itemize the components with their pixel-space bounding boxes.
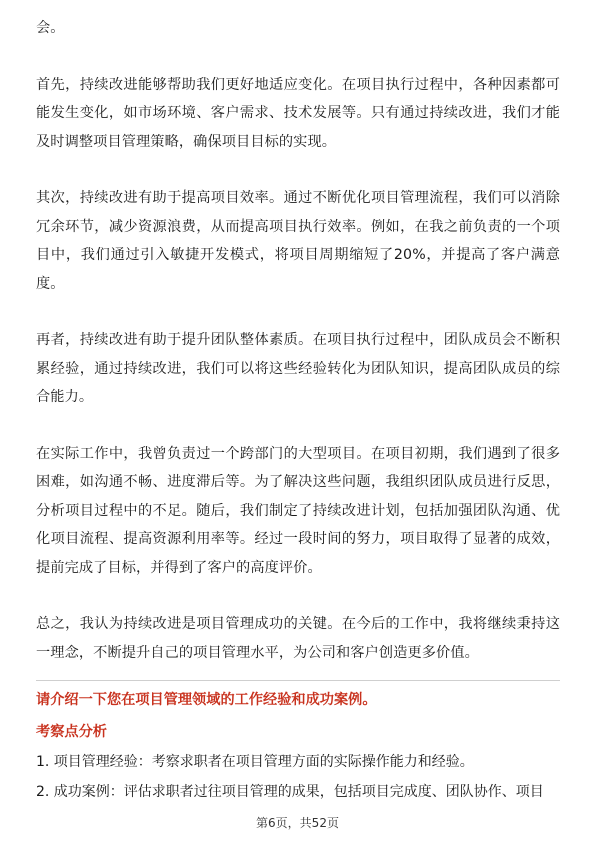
paragraph-gap: [36, 298, 560, 326]
analysis-item-cases: 2. 成功案例：评估求职者过往项目管理的成果，包括项目完成度、团队协作、项目: [36, 784, 544, 800]
analysis-heading: 考察点分析: [36, 724, 107, 740]
interview-question: 请介绍一下您在项目管理领域的工作经验和成功案例。: [36, 692, 377, 708]
continued-fragment: 会。: [36, 20, 65, 36]
paragraph-case-study: 在实际工作中，我曾负责过一个跨部门的大型项目。在项目初期，我们遇到了很多困难，如沟通不畅、进度滞后等。为了解决这些问题，我组织团队成员进行反思，分析项目过程中的不足。随后，我们制定了持续改进计划，包括加强团队沟通、优化项目流程、提高资源利用率等。经过一段时间的努力，项目取得了显著的成效，提前完成了目标，并得到了客户的高度评价。: [36, 445, 560, 576]
paragraph-gap: [36, 43, 560, 71]
paragraph-conclusion: 总之，我认为持续改进是项目管理成功的关键。在今后的工作中，我将继续秉持这一理念，不断提升自己的项目管理水平，为公司和客户创造更多价值。: [36, 616, 560, 661]
section-divider: [36, 680, 560, 681]
page-number-footer: 第6页，共52页: [256, 816, 339, 830]
paragraph-adaptability: 首先，持续改进能够帮助我们更好地适应变化。在项目执行过程中，各种因素都可能发生变化，如市场环境、客户需求、技术发展等。只有通过持续改进，我们才能及时调整项目管理策略，确保项目目标的实现。: [36, 76, 560, 150]
paragraph-efficiency: 其次，持续改进有助于提高项目效率。通过不断优化项目管理流程，我们可以消除冗余环节，减少资源浪费，从而提高项目执行效率。例如，在我之前负责的一个项目中，我们通过引入敏捷开发模式，将项目周期缩短了20%，并提高了客户满意度。: [36, 190, 560, 292]
paragraph-gap: [36, 582, 560, 610]
document-page: [36, 14, 560, 807]
paragraph-gap: [36, 412, 560, 440]
paragraph-team-quality: 再者，持续改进有助于提升团队整体素质。在项目执行过程中，团队成员会不断积累经验，通过持续改进，我们可以将这些经验转化为团队知识，提高团队成员的综合能力。: [36, 332, 560, 405]
analysis-item-experience: 1. 项目管理经验：考察求职者在项目管理方面的实际操作能力和经验。: [36, 754, 474, 770]
paragraph-gap: [36, 156, 560, 184]
